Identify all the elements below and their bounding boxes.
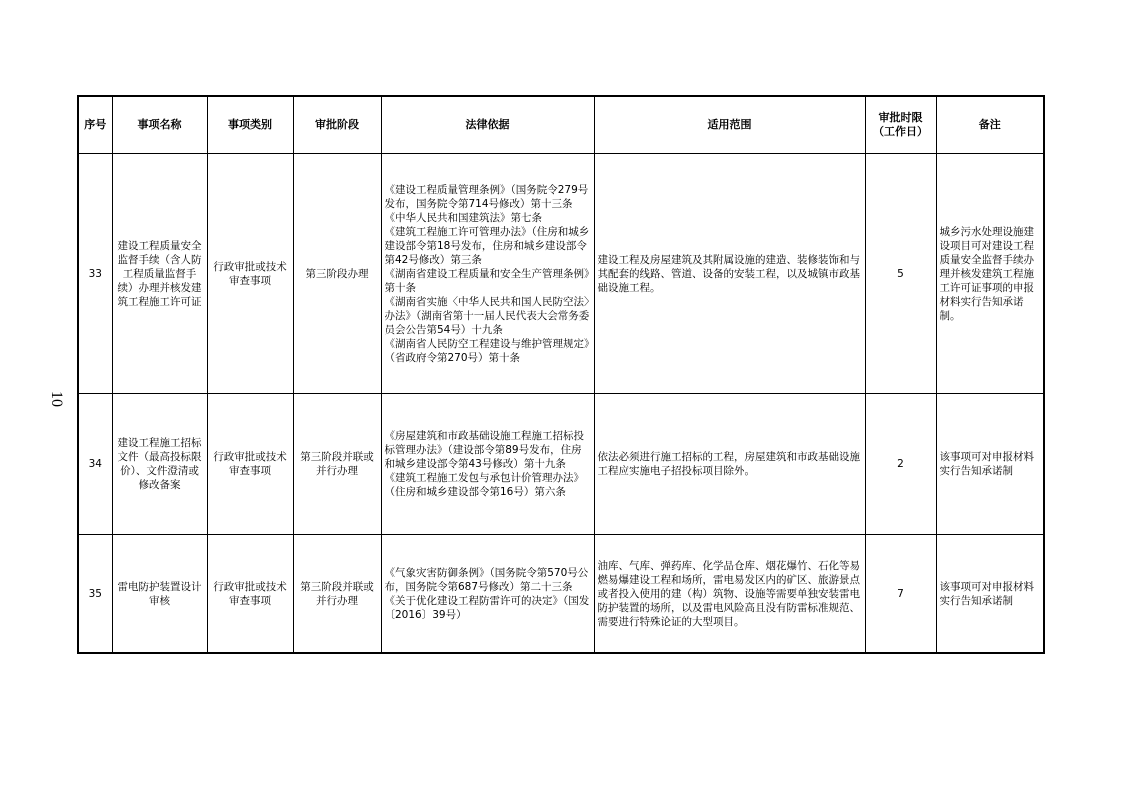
cell-notes: 城乡污水处理设施建设项目可对建设工程质量安全监督手续办理并核发建筑工程施工许可证事项的申报材料实行告知承诺制。: [936, 154, 1044, 394]
cell-basis: 《气象灾害防御条例》（国务院令第570号公布，国务院令第687号修改）第二十三条 《关于优化建设工程防雷许可的决定》（国发〔2016〕39号）: [381, 535, 594, 654]
cell-name: 雷电防护装置设计审核: [112, 535, 207, 654]
cell-days: 7: [865, 535, 936, 654]
cell-stage: 第三阶段办理: [293, 154, 381, 394]
cell-type: 行政审批或技术审查事项: [207, 154, 293, 394]
cell-seq: 34: [78, 394, 112, 535]
cell-seq: 33: [78, 154, 112, 394]
cell-days: 2: [865, 394, 936, 535]
header-type: 事项类别: [207, 96, 293, 154]
cell-notes: 该事项可对申报材料实行告知承诺制: [936, 394, 1044, 535]
cell-seq: 35: [78, 535, 112, 654]
header-stage: 审批阶段: [293, 96, 381, 154]
cell-days: 5: [865, 154, 936, 394]
cell-stage: 第三阶段并联或并行办理: [293, 394, 381, 535]
cell-scope: 建设工程及房屋建筑及其附属设施的建造、装修装饰和与其配套的线路、管道、设备的安装工程，以及城镇市政基础设施工程。: [594, 154, 865, 394]
cell-basis: 《房屋建筑和市政基础设施工程施工招标投标管理办法》（建设部令第89号发布，住房和城乡建设部令第43号修改）第十九条 《建筑工程施工发包与承包计价管理办法》（住房和城乡建设部令第16号）第六条: [381, 394, 594, 535]
header-basis: 法律依据: [381, 96, 594, 154]
page-number: 10: [48, 391, 65, 407]
cell-scope: 油库、气库、弹药库、化学品仓库、烟花爆竹、石化等易燃易爆建设工程和场所，雷电易发区内的矿区、旅游景点或者投入使用的建（构）筑物、设施等需要单独安装雷电防护装置的场所，以及雷电风险高且没有防雷标准规范、需要进行特殊论证的大型项目。: [594, 535, 865, 654]
header-scope: 适用范围: [594, 96, 865, 154]
cell-name: 建设工程质量安全监督手续（含人防工程质量监督手续）办理并核发建筑工程施工许可证: [112, 154, 207, 394]
cell-notes: 该事项可对申报材料实行告知承诺制: [936, 535, 1044, 654]
cell-stage: 第三阶段并联或并行办理: [293, 535, 381, 654]
header-days: 审批时限（工作日）: [865, 96, 936, 154]
table-row: [78, 394, 1044, 535]
cell-basis: 《建设工程质量管理条例》（国务院令279号发布，国务院令第714号修改）第十三条 《中华人民共和国建筑法》第七条 《建筑工程施工许可管理办法》（住房和城乡建设部令第18号发布，住房和城乡建设部令第42号修改）第三条 《湖南省建设工程质量和安全生产管理条例》第十条 《湖南省实施〈中华人民共和国人民防空法〉办法》（湖南省第十一届人民代表大会常务委员会公告第54号）十九条 《湖南省人民防空工程建设与维护管理规定》（省政府令第270号）第十条: [381, 154, 594, 394]
header-seq: 序号: [78, 96, 112, 154]
approval-items-table: [77, 95, 1045, 654]
cell-type: 行政审批或技术审查事项: [207, 535, 293, 654]
header-name: 事项名称: [112, 96, 207, 154]
cell-scope: 依法必须进行施工招标的工程，房屋建筑和市政基础设施工程应实施电子招投标项目除外。: [594, 394, 865, 535]
table-row: [78, 154, 1044, 394]
table-row: [78, 535, 1044, 654]
header-notes: 备注: [936, 96, 1044, 154]
cell-type: 行政审批或技术审查事项: [207, 394, 293, 535]
cell-name: 建设工程施工招标文件（最高投标限价）、文件澄清或修改备案: [112, 394, 207, 535]
header-row: [78, 96, 1044, 154]
